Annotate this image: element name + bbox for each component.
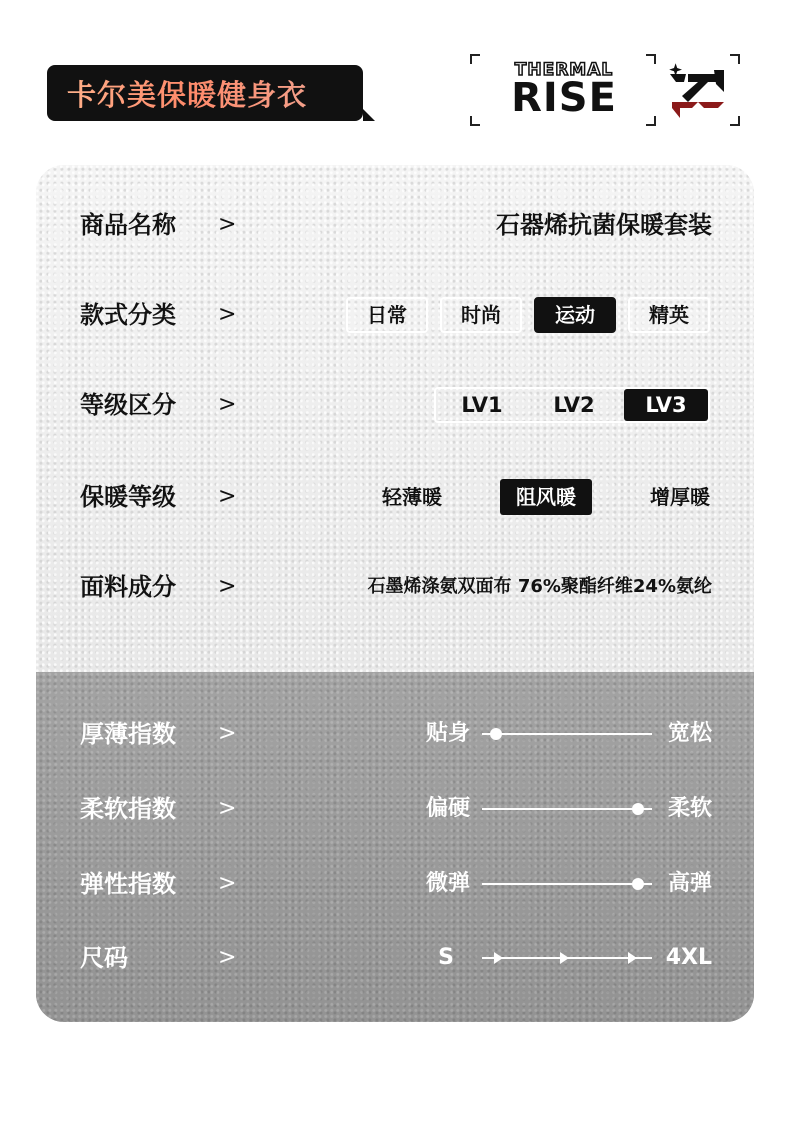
arrow-right-icon bbox=[560, 952, 569, 964]
index-scale bbox=[482, 733, 652, 735]
style-options bbox=[346, 297, 710, 333]
spec-card bbox=[36, 165, 754, 1022]
scale-min-label: S bbox=[438, 945, 454, 970]
warmth-option-light: 轻薄暖 bbox=[382, 485, 442, 509]
arrow-right-icon bbox=[494, 952, 503, 964]
scale-min-label: 偏硬 bbox=[425, 796, 470, 821]
corner-mark bbox=[470, 116, 480, 126]
spec-label: 面料成分 bbox=[80, 573, 176, 601]
index-label: 弹性指数 bbox=[80, 870, 176, 898]
spec-label: 等级区分 bbox=[80, 391, 176, 419]
chevron-right-icon: > bbox=[218, 392, 237, 417]
index-row-thickness bbox=[36, 714, 754, 754]
style-option-sport: 运动 bbox=[534, 297, 616, 333]
warmth-options bbox=[382, 479, 710, 515]
fabric-value: 石墨烯涤氨双面布 76%聚酯纤维24%氨纶 bbox=[367, 576, 712, 597]
rise-arrow-logo-icon bbox=[668, 62, 728, 120]
level-option-lv2: LV2 bbox=[553, 393, 595, 417]
chevron-right-icon: > bbox=[218, 796, 237, 821]
scale-marker bbox=[632, 803, 644, 815]
spec-label: 商品名称 bbox=[80, 211, 176, 239]
spec-row-fabric bbox=[36, 567, 754, 607]
arrow-right-icon bbox=[628, 952, 637, 964]
index-row-size bbox=[36, 938, 754, 978]
scale-max-label: 4XL bbox=[665, 945, 712, 970]
corner-mark bbox=[730, 116, 740, 126]
index-label: 柔软指数 bbox=[80, 795, 176, 823]
chevron-right-icon: > bbox=[218, 302, 237, 327]
spec-row-level bbox=[36, 385, 754, 425]
style-option-fashion: 时尚 bbox=[440, 297, 522, 333]
index-scale bbox=[482, 883, 652, 885]
brand-main-text: RISE bbox=[511, 75, 617, 121]
index-label: 尺码 bbox=[80, 944, 128, 972]
style-option-daily: 日常 bbox=[346, 297, 428, 333]
chevron-right-icon: > bbox=[218, 945, 237, 970]
scale-max-label: 高弹 bbox=[667, 871, 712, 896]
corner-mark bbox=[646, 54, 656, 64]
corner-mark bbox=[470, 54, 480, 64]
level-options bbox=[434, 387, 710, 423]
warmth-option-thick: 增厚暖 bbox=[650, 485, 710, 509]
chevron-right-icon: > bbox=[218, 212, 237, 237]
scale-min-label: 贴身 bbox=[425, 721, 470, 746]
index-row-elasticity bbox=[36, 864, 754, 904]
chevron-right-icon: > bbox=[218, 574, 237, 599]
corner-mark bbox=[646, 116, 656, 126]
index-label: 厚薄指数 bbox=[80, 720, 176, 748]
spec-card-top bbox=[36, 165, 754, 672]
spec-label: 款式分类 bbox=[80, 301, 176, 329]
spec-card-bottom bbox=[36, 672, 754, 1022]
corner-mark bbox=[730, 54, 740, 64]
level-option-lv1: LV1 bbox=[461, 393, 503, 417]
warmth-option-windproof: 阻风暖 bbox=[500, 479, 592, 515]
product-name-value: 石器烯抗菌保暖套装 bbox=[496, 211, 712, 239]
chevron-right-icon: > bbox=[218, 484, 237, 509]
chevron-right-icon: > bbox=[218, 871, 237, 896]
product-title-tag bbox=[47, 65, 363, 121]
scale-max-label: 宽松 bbox=[667, 721, 712, 746]
spec-row-warmth bbox=[36, 477, 754, 517]
brand-top-text: THERMAL bbox=[514, 60, 614, 80]
scale-marker bbox=[632, 878, 644, 890]
spec-label: 保暖等级 bbox=[80, 483, 176, 511]
scale-min-label: 微弹 bbox=[425, 871, 470, 896]
style-option-elite: 精英 bbox=[628, 297, 710, 333]
size-scale bbox=[482, 957, 652, 959]
index-scale bbox=[482, 808, 652, 810]
spec-row-style bbox=[36, 295, 754, 335]
index-row-softness bbox=[36, 789, 754, 829]
scale-marker bbox=[490, 728, 502, 740]
scale-max-label: 柔软 bbox=[667, 796, 712, 821]
chevron-right-icon: > bbox=[218, 721, 237, 746]
product-title: 卡尔美保暖健身衣 bbox=[67, 73, 307, 114]
level-option-lv3: LV3 bbox=[624, 389, 708, 421]
spec-row-name bbox=[36, 205, 754, 245]
brand-logo bbox=[470, 54, 740, 126]
